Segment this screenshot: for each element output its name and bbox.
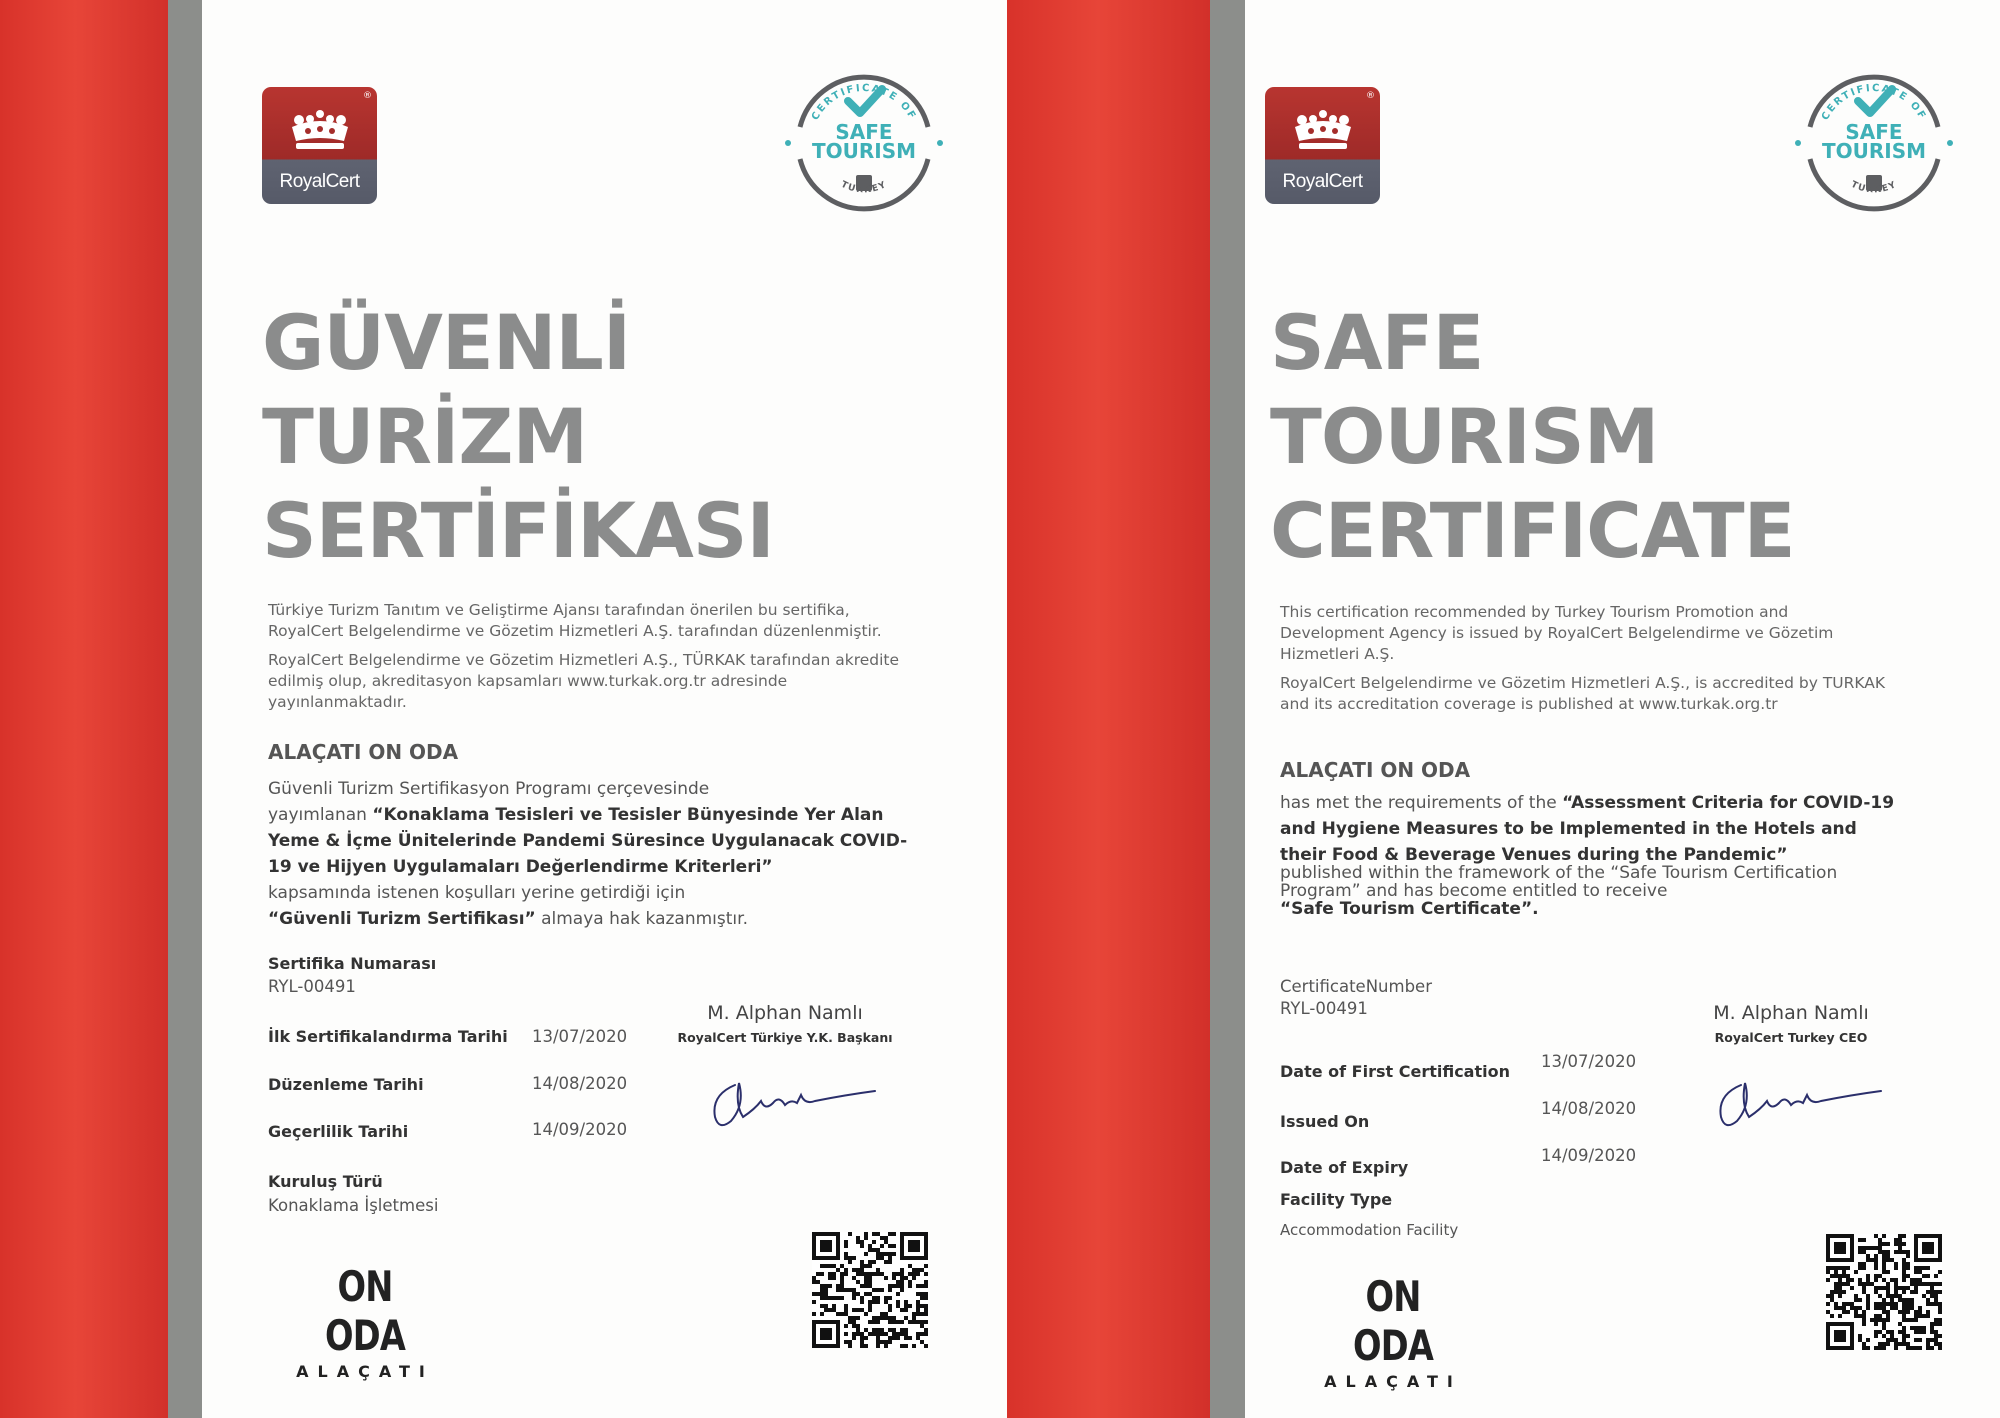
intro-paragraph-1: Türkiye Turizm Tanıtım ve Geliştirme Ajansı tarafından önerilen bu sertifika, RoyalCert Belgelendirme ve Gözetim Hizmetleri A.Ş. tarafından düzenlenmiştir. [268,601,882,640]
crown-icon [1289,109,1357,153]
signature-icon [1711,1065,1891,1135]
title-line-3: SERTİFİKASI [262,486,774,575]
signer-role: RoyalCert Türkiye Y.K. Başkanı [677,1030,893,1045]
organization-name: ALAÇATI ON ODA [268,740,459,764]
seal-arc-top: CERTIFICATE OF [1819,82,1929,123]
left-gray-band [168,0,202,1418]
validity-date: 14/09/2020 [532,1120,628,1139]
on-oda-brand-logo [290,1262,440,1381]
cert-number: RYL-00491 [1280,999,1368,1018]
signer-name: M. Alphan Namlı [707,1002,863,1024]
first-cert-date: 13/07/2020 [532,1027,628,1046]
intro-paragraph-1: This certification recommended by Turkey Tourism Promotion and Development Agency is issued by RoyalCert Belgelendirme ve Gözetim Hizmetleri A.Ş. [1280,603,1834,663]
seal-arc-bottom: TURKEY [839,179,889,196]
brand-subtitle: ALAÇATI [1324,1372,1462,1391]
brand-name: ON ODA [1352,1272,1434,1370]
title-line-3: CERTIFICATE [1270,486,1795,575]
seal-arc-bottom: TURKEY [1849,179,1899,196]
safe-tourism-seal [1788,57,1960,229]
validity-label: Date of Expiry [1280,1158,1409,1177]
first-cert-label: Date of First Certification [1280,1062,1510,1081]
issued-label: Düzenleme Tarihi [268,1075,424,1094]
validity-date: 14/09/2020 [1541,1146,1637,1165]
seal-line1: SAFE [1845,120,1903,144]
logo-text: RoyalCert [279,171,360,192]
facility-label: Kuruluş Türü [268,1172,383,1191]
center-gray-band [1210,0,1245,1418]
logo-text: RoyalCert [1282,171,1363,192]
facility-label: Facility Type [1280,1190,1393,1209]
qr-code-icon [1826,1234,1942,1350]
certification-statement: has met the requirements of the “Assessment Criteria for COVID-19 and Hygiene Measures to be Implemented in the Hotels and their Food & Beverage Venues during the Pandemic” [1280,793,1895,865]
royalcert-logo: ® RoyalCert [262,87,377,204]
signature-icon [705,1065,885,1135]
intro-paragraph-2: RoyalCert Belgelendirme ve Gözetim Hizmetleri A.Ş., is accredited by TURKAK and its accreditation coverage is published at www.turkak.org.tr [1280,674,1886,713]
left-red-band [0,0,168,1418]
signer-role: RoyalCert Turkey CEO [1714,1030,1868,1045]
title-line-2: TURİZM [262,392,588,481]
first-cert-label: İlk Sertifikalandırma Tarihi [268,1027,508,1046]
seal-line1: SAFE [835,120,893,144]
qr-code-icon [812,1232,928,1348]
validity-label: Geçerlilik Tarihi [268,1122,409,1141]
brand-name: ON ODA [324,1262,406,1360]
royalcert-logo: ® RoyalCert [1265,87,1380,204]
certification-statement: Güvenli Turizm Sertifikasyon Programı çerçevesinde yayımlanan “Konaklama Tesisleri ve Tesisler Bünyesinde Yer Alan Yeme & İçme Ünitelerinde Pandemi Süresince Uygulanacak COVID-19 ve Hijyen Uygulamaları Değerlendirme Kriterleri” kapsamında istenen koşulları yerine getirdiği için “Güvenli Turizm Sertifikası” almaya hak kazanmıştır. [268,779,908,929]
title-line-1: GÜVENLİ [262,298,631,387]
seal-arc-top: CERTIFICATE OF [809,82,919,123]
on-oda-brand-logo [1318,1272,1468,1391]
facility-type: Konaklama İşletmesi [268,1196,439,1215]
intro-paragraph-2: RoyalCert Belgelendirme ve Gözetim Hizmetleri A.Ş., TÜRKAK tarafından akredite edilmiş olup, akreditasyon kapsamları www.turkak.org.tr adresinde yayınlanmaktadır. [268,651,900,711]
center-red-band [1007,0,1210,1418]
signer-block [1671,1002,1911,1045]
seal-line2: TOURISM [811,139,917,163]
first-cert-date: 13/07/2020 [1541,1052,1637,1071]
cert-number: RYL-00491 [268,977,356,996]
brand-subtitle: ALAÇATI [296,1362,434,1381]
crown-icon [286,109,354,153]
signer-block [665,1002,905,1045]
facility-type: Accommodation Facility [1280,1221,1459,1239]
certificate-title [262,296,774,578]
issued-date: 14/08/2020 [532,1074,628,1093]
cert-number-label: Sertifika Numarası [268,954,437,973]
certificate-title [1270,296,1795,578]
issued-label: Issued On [1280,1112,1370,1131]
safe-tourism-seal [778,57,950,229]
issued-date: 14/08/2020 [1541,1099,1637,1118]
seal-line2: TOURISM [1821,139,1927,163]
signer-name: M. Alphan Namlı [1713,1002,1869,1024]
cert-number-label: CertificateNumber [1280,977,1432,996]
title-line-2: TOURISM [1270,392,1659,481]
intro-text [1280,602,1890,723]
title-line-1: SAFE [1270,298,1484,387]
organization-name: ALAÇATI ON ODA [1280,758,1471,782]
intro-text [268,600,918,721]
certification-statement-continued: published within the framework of the “Safe Tourism Certification Program” and has become entitled to receive “Safe Tourism Certificate”. [1280,863,1838,919]
